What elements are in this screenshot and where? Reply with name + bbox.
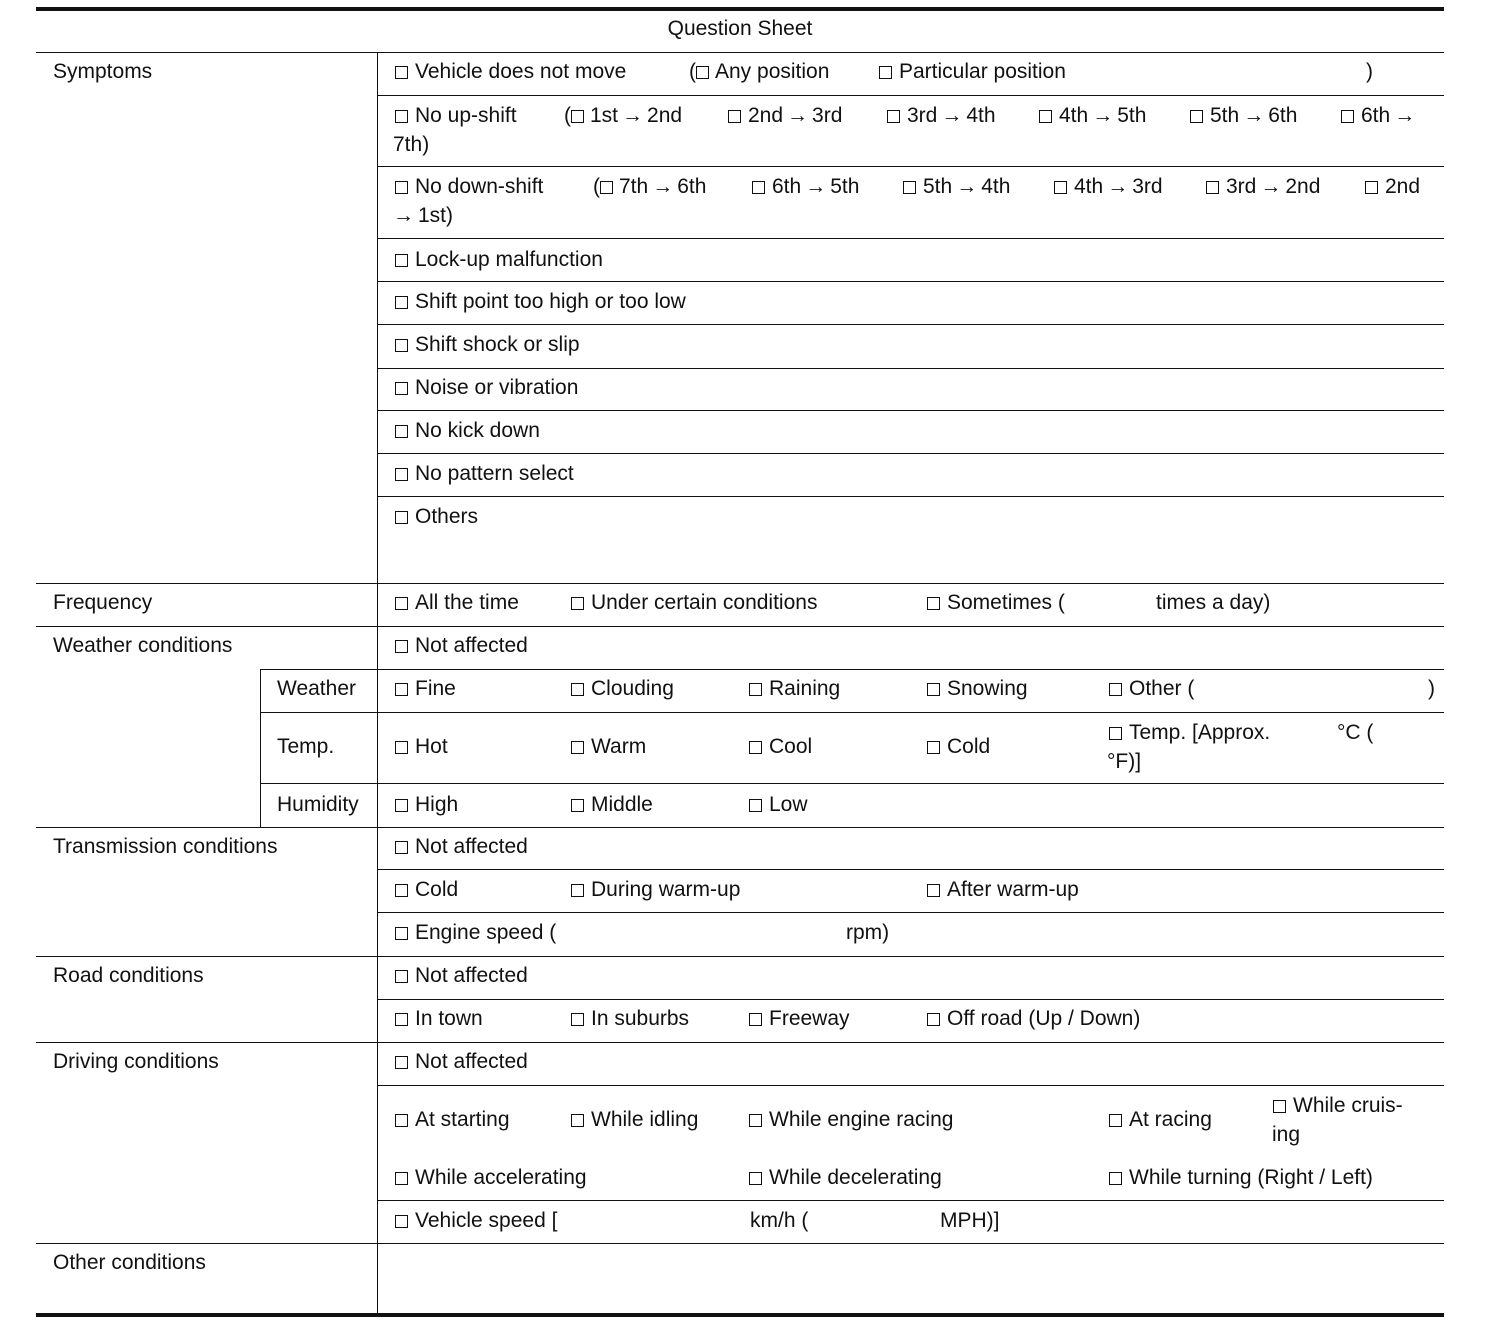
downshift-7-6[interactable]: ( 7th → 6th (593, 175, 707, 198)
no-upshift-option[interactable]: No up-shift (395, 101, 517, 130)
high-option[interactable]: High (395, 790, 458, 819)
pattern-select-option[interactable]: No pattern select (395, 459, 574, 488)
turning-option[interactable]: While turning (Right / Left) (1109, 1163, 1373, 1192)
checkbox[interactable] (395, 425, 408, 438)
checkbox[interactable] (395, 511, 408, 524)
snowing-option[interactable]: Snowing (927, 674, 1028, 703)
symptoms-label: Symptoms (53, 60, 153, 83)
checkbox[interactable] (927, 597, 940, 610)
checkbox[interactable] (749, 1172, 762, 1185)
arrow-icon: → (393, 204, 414, 227)
checkbox[interactable] (571, 884, 584, 897)
checkbox[interactable] (571, 597, 584, 610)
warm-option[interactable]: Warm (571, 732, 646, 761)
checkbox[interactable] (395, 181, 408, 194)
deg-f: °F)] (1107, 750, 1142, 773)
checkbox[interactable] (571, 683, 584, 696)
mph-unit: MPH)] (940, 1209, 1000, 1232)
rule (36, 626, 1444, 627)
checkbox[interactable] (1109, 1172, 1122, 1185)
fine-option[interactable]: Fine (395, 674, 456, 703)
rule (378, 238, 1444, 239)
lockup-option[interactable]: Lock-up malfunction (395, 245, 603, 274)
checkbox[interactable] (395, 884, 408, 897)
vehicle-speed-option[interactable]: Vehicle speed [ (395, 1206, 557, 1235)
shift-point-option[interactable]: Shift point too high or too low (395, 287, 686, 316)
rule (36, 827, 1444, 828)
weather-not-affected-option[interactable]: Not affected (395, 631, 528, 660)
checkbox[interactable] (1109, 1114, 1122, 1127)
accelerating-option[interactable]: While accelerating (395, 1163, 587, 1192)
all-time-option[interactable]: All the time (395, 588, 519, 617)
checkbox[interactable] (749, 1114, 762, 1127)
middle-option[interactable]: Middle (571, 790, 653, 819)
off-road-option[interactable]: Off road (Up / Down) (927, 1004, 1140, 1033)
sometimes-option[interactable]: Sometimes ( (927, 588, 1065, 617)
checkbox[interactable] (1054, 181, 1067, 194)
checkbox[interactable] (571, 110, 584, 123)
kick-down-option[interactable]: No kick down (395, 416, 540, 445)
checkbox[interactable] (887, 110, 900, 123)
at-starting-option[interactable]: At starting (395, 1105, 510, 1134)
column-divider (377, 52, 378, 1314)
checkbox[interactable] (571, 799, 584, 812)
rule (378, 166, 1444, 167)
checkbox[interactable] (749, 799, 762, 812)
checkbox[interactable] (752, 181, 765, 194)
checkbox[interactable] (395, 110, 408, 123)
downshift-1st-wrap: → 1st) (393, 204, 454, 227)
temp-approx-option[interactable]: Temp. [Approx. (1109, 718, 1270, 747)
checkbox[interactable] (395, 1114, 408, 1127)
transmission-cold-option[interactable]: Cold (395, 875, 458, 904)
rule (378, 496, 1444, 497)
downshift-3-2[interactable]: 3rd → 2nd (1206, 172, 1320, 201)
arrow-icon: → (941, 104, 963, 127)
deg-c: °C ( (1337, 721, 1374, 744)
checkbox[interactable] (903, 181, 916, 194)
times-a-day: times a day) (1156, 591, 1271, 614)
close-paren: ) (1366, 60, 1373, 83)
weather-conditions-label: Weather conditions (53, 634, 233, 657)
rule (260, 712, 1444, 713)
checkbox[interactable] (395, 597, 408, 610)
low-option[interactable]: Low (749, 790, 808, 819)
checkbox[interactable] (395, 841, 408, 854)
rule (260, 669, 1444, 670)
checkbox[interactable] (395, 66, 408, 79)
rpm-unit: rpm) (846, 921, 890, 944)
checkbox[interactable] (927, 741, 940, 754)
upshift-3-4[interactable]: 3rd → 4th (887, 101, 996, 130)
at-racing-option[interactable]: At racing (1109, 1105, 1212, 1134)
rule (378, 95, 1444, 96)
arrow-icon: → (1092, 104, 1114, 127)
upshift-5-6[interactable]: 5th → 6th (1190, 101, 1297, 130)
rule (260, 783, 1444, 784)
checkbox[interactable] (395, 382, 408, 395)
checkbox[interactable] (927, 683, 940, 696)
arrow-icon: → (787, 104, 809, 127)
no-downshift-option[interactable]: No down-shift (395, 172, 543, 201)
checkbox[interactable] (1273, 1100, 1286, 1113)
in-town-option[interactable]: In town (395, 1004, 483, 1033)
cool-option[interactable]: Cool (749, 732, 812, 761)
weather-sublabel: Weather (277, 677, 356, 700)
checkbox[interactable] (1109, 683, 1122, 696)
rule (378, 912, 1444, 913)
checkbox[interactable] (395, 1056, 408, 1069)
rule (378, 1200, 1444, 1201)
arrow-icon: → (1107, 175, 1129, 198)
checkbox[interactable] (395, 741, 408, 754)
rule (36, 1243, 1444, 1244)
arrow-icon: → (956, 175, 978, 198)
downshift-5-4[interactable]: 5th → 4th (903, 172, 1010, 201)
rule (378, 281, 1444, 282)
checkbox[interactable] (571, 1114, 584, 1127)
checkbox[interactable] (395, 296, 408, 309)
clouding-option[interactable]: Clouding (571, 674, 674, 703)
checkbox[interactable] (395, 254, 408, 267)
checkbox[interactable] (1109, 727, 1122, 740)
other-conditions-label: Other conditions (53, 1251, 206, 1274)
checkbox[interactable] (1039, 110, 1052, 123)
rule (36, 52, 1444, 53)
cold-option[interactable]: Cold (927, 732, 990, 761)
checkbox[interactable] (395, 1215, 408, 1228)
subcolumn-divider (260, 669, 261, 827)
raining-option[interactable]: Raining (749, 674, 840, 703)
checkbox[interactable] (395, 927, 408, 940)
arrow-icon: → (1394, 104, 1416, 127)
top-border (36, 7, 1444, 11)
cruising-wrap: ing (1272, 1123, 1301, 1146)
question-sheet (36, 0, 1444, 1330)
rule (378, 368, 1444, 369)
arrow-icon: → (805, 175, 827, 198)
freeway-option[interactable]: Freeway (749, 1004, 850, 1033)
hot-option[interactable]: Hot (395, 732, 448, 761)
checkbox[interactable] (395, 970, 408, 983)
checkbox[interactable] (1206, 181, 1219, 194)
checkbox[interactable] (395, 799, 408, 812)
arrow-icon: → (1243, 104, 1265, 127)
checkbox[interactable] (696, 66, 709, 79)
checkbox[interactable] (749, 741, 762, 754)
checkbox[interactable] (1190, 110, 1203, 123)
rule (36, 1042, 1444, 1043)
driving-label: Driving conditions (53, 1050, 219, 1073)
while-cruising-option[interactable]: While cruis- (1273, 1091, 1403, 1120)
checkbox[interactable] (1341, 110, 1354, 123)
rule (36, 956, 1444, 957)
arrow-icon: → (652, 175, 674, 198)
arrow-icon: → (1260, 175, 1282, 198)
humidity-sublabel: Humidity (277, 793, 359, 816)
downshift-4-3[interactable]: 4th → 3rd (1054, 172, 1163, 201)
in-suburbs-option[interactable]: In suburbs (571, 1004, 689, 1033)
checkbox[interactable] (879, 66, 892, 79)
particular-position-option[interactable]: Particular position (879, 57, 1066, 86)
others-option[interactable]: Others (395, 502, 478, 531)
checkbox[interactable] (395, 1013, 408, 1026)
transmission-label: Transmission conditions (53, 835, 278, 858)
sheet-title: Question Sheet (667, 17, 813, 40)
after-warmup-option[interactable]: After warm-up (927, 875, 1079, 904)
rule (378, 1085, 1444, 1086)
rule (378, 410, 1444, 411)
driving-not-affected-option[interactable]: Not affected (395, 1047, 528, 1076)
checkbox[interactable] (395, 640, 408, 653)
warmup-option[interactable]: During warm-up (571, 875, 740, 904)
while-idling-option[interactable]: While idling (571, 1105, 698, 1134)
downshift-6-5[interactable]: 6th → 5th (752, 172, 859, 201)
checkbox[interactable] (600, 181, 613, 194)
road-not-affected-option[interactable]: Not affected (395, 961, 528, 990)
other-weather-option[interactable]: Other ( (1109, 674, 1194, 703)
certain-conditions-option[interactable]: Under certain conditions (571, 588, 817, 617)
decelerating-option[interactable]: While decelerating (749, 1163, 942, 1192)
arrow-icon: → (622, 104, 644, 127)
engine-racing-option[interactable]: While engine racing (749, 1105, 953, 1134)
shift-shock-option[interactable]: Shift shock or slip (395, 330, 580, 359)
checkbox[interactable] (395, 683, 408, 696)
any-position-option[interactable]: ( Any position (689, 60, 830, 83)
noise-option[interactable]: Noise or vibration (395, 373, 578, 402)
rule (36, 583, 1444, 584)
checkbox[interactable] (571, 1013, 584, 1026)
transmission-not-affected-option[interactable]: Not affected (395, 832, 528, 861)
other-close-paren: ) (1428, 677, 1435, 700)
checkbox[interactable] (728, 110, 741, 123)
checkbox[interactable] (749, 1013, 762, 1026)
rule (378, 453, 1444, 454)
upshift-4-5[interactable]: 4th → 5th (1039, 101, 1146, 130)
checkbox[interactable] (1365, 181, 1378, 194)
rule (378, 999, 1444, 1000)
checkbox[interactable] (927, 1013, 940, 1026)
checkbox[interactable] (571, 741, 584, 754)
bottom-border (36, 1313, 1444, 1317)
upshift-7th-wrap: 7th) (393, 133, 430, 156)
checkbox[interactable] (927, 884, 940, 897)
road-label: Road conditions (53, 964, 204, 987)
vehicle-not-move-option[interactable]: Vehicle does not move (395, 57, 626, 86)
engine-speed-option[interactable]: Engine speed ( (395, 918, 556, 947)
checkbox[interactable] (395, 468, 408, 481)
checkbox[interactable] (749, 683, 762, 696)
checkbox[interactable] (395, 339, 408, 352)
rule (378, 869, 1444, 870)
rule (378, 324, 1444, 325)
upshift-6-7[interactable]: 6th → (1341, 101, 1419, 130)
upshift-2-3[interactable]: 2nd → 3rd (728, 101, 842, 130)
kmh-unit: km/h ( (750, 1209, 809, 1232)
upshift-1-2[interactable]: ( 1st → 2nd (564, 104, 683, 127)
checkbox[interactable] (395, 1172, 408, 1185)
temp-sublabel: Temp. (277, 735, 335, 758)
frequency-label: Frequency (53, 591, 153, 614)
downshift-2-1[interactable]: 2nd (1365, 172, 1420, 201)
